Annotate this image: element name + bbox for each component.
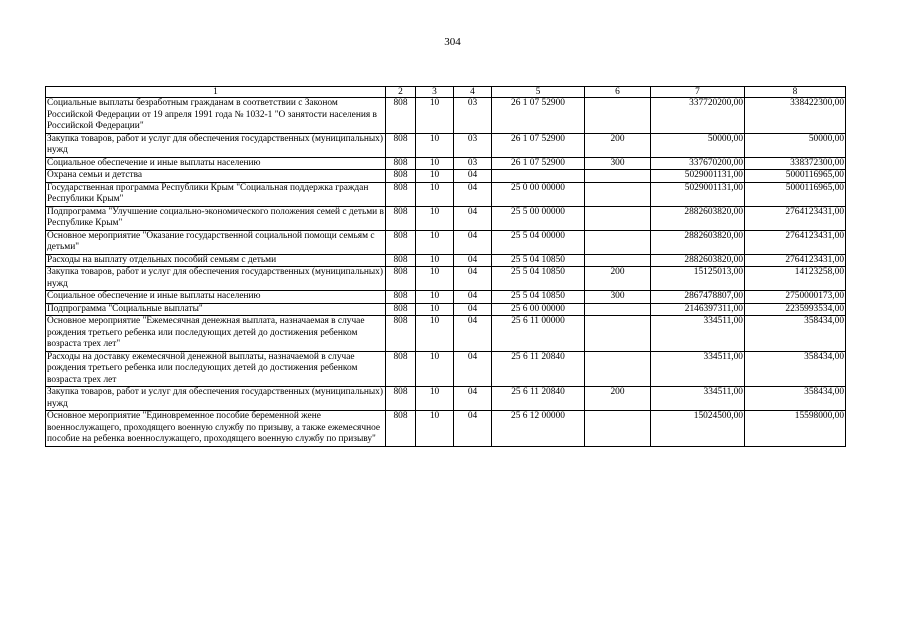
page-number: 304 — [444, 36, 461, 48]
amount-year-2-cell: 358434,00 — [745, 351, 846, 387]
target-article-cell: 26 1 07 52900 — [492, 157, 585, 170]
ministry-code-cell: 808 — [386, 98, 416, 134]
table-row — [46, 411, 846, 447]
amount-year-1-cell: 337670200,00 — [651, 157, 745, 170]
amount-year-1-cell: 334511,00 — [651, 387, 745, 411]
amount-year-1-cell: 2146397311,00 — [651, 303, 745, 316]
amount-year-2-cell: 5000116965,00 — [745, 182, 846, 206]
expense-type-cell — [585, 254, 651, 267]
section-code-cell: 10 — [416, 303, 454, 316]
subsection-code-cell: 04 — [454, 182, 492, 206]
section-code-cell: 10 — [416, 170, 454, 183]
section-code-cell: 10 — [416, 230, 454, 254]
expense-name-cell: Расходы на доставку ежемесячной денежной выплаты, назначаемой в случае рождения третьего ребенка или последующих детей до достижения ребенком возраста трех лет — [46, 351, 386, 387]
table-row — [46, 303, 846, 316]
expense-name-cell: Основное мероприятие "Оказание государственной социальной помощи семьям с детьми" — [46, 230, 386, 254]
amount-year-1-cell: 2882603820,00 — [651, 206, 745, 230]
amount-year-2-cell: 2764123431,00 — [745, 230, 846, 254]
amount-year-2-cell: 2235993534,00 — [745, 303, 846, 316]
expense-name-cell: Социальное обеспечение и иные выплаты населению — [46, 157, 386, 170]
target-article-cell: 25 5 04 10850 — [492, 291, 585, 304]
target-article-cell: 25 6 11 00000 — [492, 316, 585, 352]
expense-type-cell — [585, 230, 651, 254]
amount-year-2-cell: 358434,00 — [745, 387, 846, 411]
subsection-code-cell: 04 — [454, 230, 492, 254]
column-header: 4 — [454, 87, 492, 98]
ministry-code-cell: 808 — [386, 303, 416, 316]
expense-name-cell: Закупка товаров, работ и услуг для обеспечения государственных (муниципальных) нужд — [46, 133, 386, 157]
ministry-code-cell: 808 — [386, 267, 416, 291]
section-code-cell: 10 — [416, 98, 454, 134]
table-row — [46, 157, 846, 170]
column-header: 3 — [416, 87, 454, 98]
ministry-code-cell: 808 — [386, 254, 416, 267]
subsection-code-cell: 04 — [454, 206, 492, 230]
expense-type-cell: 200 — [585, 387, 651, 411]
amount-year-1-cell: 2882603820,00 — [651, 230, 745, 254]
expense-name-cell: Закупка товаров, работ и услуг для обеспечения государственных (муниципальных) нужд — [46, 387, 386, 411]
table-row — [46, 230, 846, 254]
target-article-cell: 25 0 00 00000 — [492, 182, 585, 206]
column-header: 6 — [585, 87, 651, 98]
section-code-cell: 10 — [416, 267, 454, 291]
amount-year-1-cell: 337720200,00 — [651, 98, 745, 134]
target-article-cell: 25 5 04 10850 — [492, 254, 585, 267]
target-article-cell: 25 6 11 20840 — [492, 387, 585, 411]
amount-year-2-cell: 2750000173,00 — [745, 291, 846, 304]
section-code-cell: 10 — [416, 316, 454, 352]
amount-year-1-cell: 15024500,00 — [651, 411, 745, 447]
subsection-code-cell: 04 — [454, 303, 492, 316]
expense-name-cell: Основное мероприятие "Единовременное пособие беременной жене военнослужащего, проходящего военную службу по призыву, а также ежемесячное пособие на ребенка военнослужащего, проходящего военную службу по призыву" — [46, 411, 386, 447]
expense-name-cell: Расходы на выплату отдельных пособий семьям с детьми — [46, 254, 386, 267]
expense-type-cell — [585, 411, 651, 447]
target-article-cell: 25 6 11 20840 — [492, 351, 585, 387]
budget-table — [45, 86, 846, 447]
amount-year-1-cell: 334511,00 — [651, 351, 745, 387]
amount-year-2-cell: 15598000,00 — [745, 411, 846, 447]
section-code-cell: 10 — [416, 133, 454, 157]
section-code-cell: 10 — [416, 351, 454, 387]
target-article-cell — [492, 170, 585, 183]
amount-year-1-cell: 15125013,00 — [651, 267, 745, 291]
amount-year-2-cell: 5000116965,00 — [745, 170, 846, 183]
ministry-code-cell: 808 — [386, 170, 416, 183]
expense-type-cell — [585, 316, 651, 352]
table-row — [46, 98, 846, 134]
section-code-cell: 10 — [416, 387, 454, 411]
expense-name-cell: Социальные выплаты безработным гражданам в соответствии с Законом Российской Федерации от 19 апреля 1991 года № 1032-1 "О занятости населения в Российской Федерации" — [46, 98, 386, 134]
amount-year-2-cell: 358434,00 — [745, 316, 846, 352]
ministry-code-cell: 808 — [386, 387, 416, 411]
expense-type-cell: 300 — [585, 157, 651, 170]
table-row — [46, 170, 846, 183]
expense-name-cell: Основное мероприятие "Ежемесячная денежная выплата, назначаемая в случае рождения третьего ребенка или последующих детей до достижения ребенком возраста трех лет" — [46, 316, 386, 352]
target-article-cell: 25 5 00 00000 — [492, 206, 585, 230]
ministry-code-cell: 808 — [386, 411, 416, 447]
subsection-code-cell: 03 — [454, 133, 492, 157]
amount-year-1-cell: 2882603820,00 — [651, 254, 745, 267]
amount-year-2-cell: 14123258,00 — [745, 267, 846, 291]
expense-type-cell — [585, 351, 651, 387]
subsection-code-cell: 04 — [454, 267, 492, 291]
target-article-cell: 25 6 12 00000 — [492, 411, 585, 447]
target-article-cell: 25 6 00 00000 — [492, 303, 585, 316]
table-row — [46, 133, 846, 157]
section-code-cell: 10 — [416, 157, 454, 170]
expense-type-cell: 200 — [585, 133, 651, 157]
subsection-code-cell: 04 — [454, 351, 492, 387]
target-article-cell: 26 1 07 52900 — [492, 133, 585, 157]
expense-name-cell: Социальное обеспечение и иные выплаты населению — [46, 291, 386, 304]
subsection-code-cell: 03 — [454, 157, 492, 170]
amount-year-1-cell: 50000,00 — [651, 133, 745, 157]
target-article-cell: 26 1 07 52900 — [492, 98, 585, 134]
target-article-cell: 25 5 04 00000 — [492, 230, 585, 254]
subsection-code-cell: 04 — [454, 254, 492, 267]
amount-year-2-cell: 338372300,00 — [745, 157, 846, 170]
table-row — [46, 254, 846, 267]
section-code-cell: 10 — [416, 411, 454, 447]
column-header: 1 — [46, 87, 386, 98]
subsection-code-cell: 04 — [454, 291, 492, 304]
section-code-cell: 10 — [416, 182, 454, 206]
subsection-code-cell: 04 — [454, 170, 492, 183]
ministry-code-cell: 808 — [386, 133, 416, 157]
table-row — [46, 206, 846, 230]
table-body — [46, 98, 846, 447]
ministry-code-cell: 808 — [386, 182, 416, 206]
expense-name-cell: Закупка товаров, работ и услуг для обеспечения государственных (муниципальных) нужд — [46, 267, 386, 291]
ministry-code-cell: 808 — [386, 230, 416, 254]
section-code-cell: 10 — [416, 206, 454, 230]
subsection-code-cell: 04 — [454, 316, 492, 352]
expense-type-cell — [585, 170, 651, 183]
ministry-code-cell: 808 — [386, 157, 416, 170]
expense-name-cell: Подпрограмма "Улучшение социально-экономического положения семей с детьми в Республике Крым" — [47, 206, 384, 228]
target-article-cell: 25 5 04 10850 — [492, 267, 585, 291]
expense-type-cell: 300 — [585, 291, 651, 304]
column-header: 2 — [386, 87, 416, 98]
amount-year-1-cell: 5029001131,00 — [651, 182, 745, 206]
expense-name-cell: Охрана семьи и детства — [46, 170, 386, 183]
table-row — [46, 387, 846, 411]
header-row — [46, 87, 846, 98]
amount-year-2-cell: 2764123431,00 — [745, 254, 846, 267]
subsection-code-cell: 04 — [454, 387, 492, 411]
ministry-code-cell: 808 — [386, 291, 416, 304]
ministry-code-cell: 808 — [386, 206, 416, 230]
table-row — [46, 316, 846, 352]
expense-name-cell: Государственная программа Республики Крым "Социальная поддержка граждан Республики Крым" — [46, 182, 386, 206]
amount-year-1-cell: 2867478807,00 — [651, 291, 745, 304]
expense-type-cell: 200 — [585, 267, 651, 291]
expense-type-cell — [585, 182, 651, 206]
subsection-code-cell: 04 — [454, 411, 492, 447]
amount-year-2-cell: 2764123431,00 — [745, 206, 846, 230]
expense-type-cell — [585, 98, 651, 134]
table-row — [46, 291, 846, 304]
expense-type-cell — [585, 206, 651, 230]
subsection-code-cell: 03 — [454, 98, 492, 134]
table-row — [46, 267, 846, 291]
column-header: 5 — [492, 87, 585, 98]
column-header: 7 — [651, 87, 745, 98]
ministry-code-cell: 808 — [386, 316, 416, 352]
section-code-cell: 10 — [416, 254, 454, 267]
table-row — [46, 182, 846, 206]
amount-year-1-cell: 5029001131,00 — [651, 170, 745, 183]
column-header: 8 — [745, 87, 846, 98]
amount-year-1-cell: 334511,00 — [651, 316, 745, 352]
ministry-code-cell: 808 — [386, 351, 416, 387]
amount-year-2-cell: 50000,00 — [745, 133, 846, 157]
table-header — [46, 87, 846, 98]
expense-name-cell: Подпрограмма "Социальные выплаты" — [46, 303, 386, 316]
expense-type-cell — [585, 303, 651, 316]
section-code-cell: 10 — [416, 291, 454, 304]
amount-year-2-cell: 338422300,00 — [745, 98, 846, 134]
table-row — [46, 351, 846, 387]
